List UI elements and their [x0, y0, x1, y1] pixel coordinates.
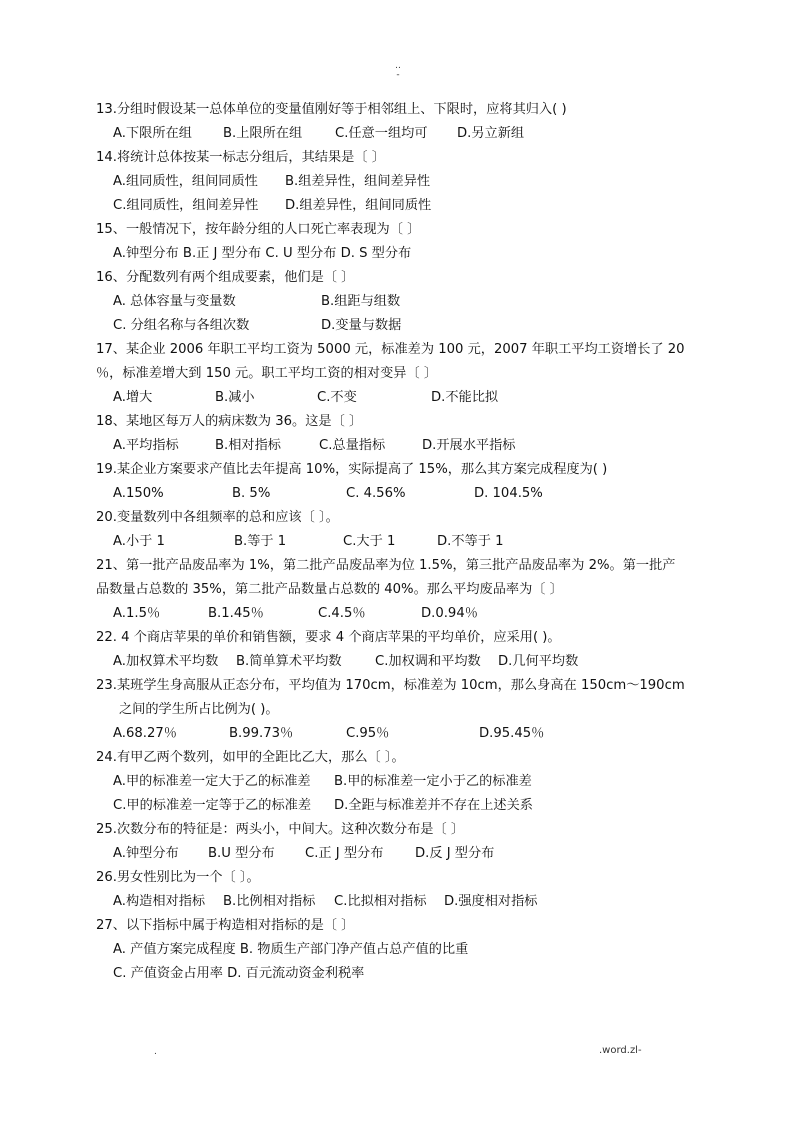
option-b: B.组差异性，组间差异性 [285, 174, 431, 189]
header-mark-top: .. [395, 61, 401, 71]
option-a: A.增大 [113, 390, 153, 405]
option-b: B.组距与组数 [321, 294, 401, 309]
question-22-stem: 22. 4 个商店苹果的单价和销售额，要求 4 个商店苹果的平均单价，应采用( )。 [96, 630, 561, 645]
option-d: D.变量与数据 [321, 318, 402, 333]
option-a: A.下限所在组 [113, 126, 192, 141]
question-18-options [0, 434, 794, 458]
question-24-options-row2 [0, 794, 794, 818]
option-a: A.组同质性，组间同质性 [113, 174, 258, 189]
option-d: D. 104.5% [474, 486, 543, 501]
question-26-stem: 26.男女性别比为一个〔 〕。 [96, 870, 260, 885]
question-19-stem: 19.某企业方案要求产值比去年提高 10%，实际提高了 15%，那么其方案完成程度为( ) [96, 462, 608, 477]
option-c: C.大于 1 [343, 534, 396, 549]
option-d: D.另立新组 [457, 126, 525, 141]
header-mark [390, 62, 406, 80]
option-b: B.减小 [215, 390, 255, 405]
option-c: C.95％ [346, 726, 390, 741]
question-27-options-row1: A. 产值方案完成程度 B. 物质生产部门净产值占总产值的比重 [113, 942, 469, 957]
option-d: D.0.94％ [421, 606, 478, 621]
question-14-options-row1 [0, 170, 794, 194]
option-c: C. 分组名称与各组次数 [113, 318, 250, 333]
option-a: A.1.5％ [113, 606, 161, 621]
question-25-options [0, 842, 794, 866]
question-23-options [0, 722, 794, 746]
question-13-stem: 13.分组时假设某一总体单位的变量值刚好等于相邻组上、下限时，应将其归入( ) [96, 102, 567, 117]
option-a: A.构造相对指标 [113, 894, 206, 909]
option-c: C.总量指标 [319, 438, 386, 453]
option-d: D.组差异性，组间同质性 [285, 198, 432, 213]
option-c: C.组同质性，组间差异性 [113, 198, 259, 213]
option-c: C.不变 [317, 390, 357, 405]
option-d: D.不等于 1 [437, 534, 504, 549]
option-a: A.平均指标 [113, 438, 179, 453]
question-19-options [0, 482, 794, 506]
option-a: A. 总体容量与变量数 [113, 294, 236, 309]
question-27-options-row2: C. 产值资金占用率 D. 百元流动资金利税率 [113, 966, 365, 981]
option-a: A.钟型分布 [113, 846, 179, 861]
option-b: B.简单算术平均数 [236, 654, 342, 669]
question-16-stem: 16、分配数列有两个组成要素，他们是〔 〕 [96, 270, 355, 285]
question-21-stem-cont: 品数量占总数的 35%，第二批产品数量占总数的 40%。那么平均废品率为〔 〕 [96, 582, 563, 597]
question-24-options-row1 [0, 770, 794, 794]
question-13-options [0, 122, 794, 146]
question-15-options: A.钟型分布 B.正 J 型分布 C. U 型分布 D. S 型分布 [113, 246, 412, 261]
question-23-stem-cont: 之间的学生所占比例为( )。 [119, 702, 279, 717]
option-c: C.任意一组均可 [335, 126, 428, 141]
question-16-options-row2 [0, 314, 794, 338]
option-a: A.甲的标准差一定大于乙的标准差 [113, 774, 311, 789]
option-c: C.甲的标准差一定等于乙的标准差 [113, 798, 312, 813]
option-a: A.150% [113, 486, 164, 501]
option-d: D.强度相对指标 [444, 894, 538, 909]
option-c: C.正 J 型分布 [305, 846, 384, 861]
option-d: D.几何平均数 [498, 654, 579, 669]
question-17-options [0, 386, 794, 410]
question-17-stem-cont: ％，标准差增大到 150 元。职工平均工资的相对变异〔 〕 [96, 366, 438, 381]
footer-left-mark: . [154, 1047, 157, 1057]
option-d: D.反 J 型分布 [415, 846, 495, 861]
option-d: D.95.45％ [479, 726, 545, 741]
question-20-options [0, 530, 794, 554]
option-b: B.相对指标 [215, 438, 281, 453]
question-25-stem: 25.次数分布的特征是：两头小，中间大。这种次数分布是〔 〕 [96, 822, 465, 837]
option-b: B.1.45％ [208, 606, 264, 621]
question-26-options [0, 890, 794, 914]
option-d: D.开展水平指标 [422, 438, 516, 453]
option-b: B.上限所在组 [223, 126, 303, 141]
option-b: B.U 型分布 [208, 846, 275, 861]
question-23-stem: 23.某班学生身高服从正态分布，平均值为 170cm，标准差为 10cm，那么身高在 150cm～190cm [96, 678, 685, 693]
question-17-stem: 17、某企业 2006 年职工平均工资为 5000 元，标准差为 100 元，2007 年职工平均工资增长了 20 [96, 342, 685, 357]
question-16-options-row1 [0, 290, 794, 314]
question-20-stem: 20.变量数列中各组频率的总和应该〔 〕。 [96, 510, 339, 525]
question-21-stem: 21、第一批产品废品率为 1%，第二批产品废品率为位 1.5%，第三批产品废品率为 2%。第一批产 [96, 558, 676, 573]
question-21-options [0, 602, 794, 626]
option-c: C.4.5％ [318, 606, 366, 621]
option-b: B. 5% [232, 486, 271, 501]
question-14-options-row2 [0, 194, 794, 218]
option-a: A.加权算术平均数 [113, 654, 219, 669]
option-c: C.加权调和平均数 [375, 654, 481, 669]
option-b: B.等于 1 [234, 534, 287, 549]
option-d: D.全距与标准差并不存在上述关系 [334, 798, 533, 813]
option-b: B.甲的标准差一定小于乙的标准差 [334, 774, 532, 789]
option-b: B.比例相对指标 [223, 894, 316, 909]
option-c: C. 4.56% [346, 486, 406, 501]
footer-right-mark: .word.zl- [599, 1045, 642, 1056]
option-a: A.68.27％ [113, 726, 177, 741]
header-mark-bottom: - [396, 70, 400, 80]
question-22-options [0, 650, 794, 674]
option-a: A.小于 1 [113, 534, 165, 549]
question-list [0, 98, 794, 986]
option-c: C.比拟相对指标 [334, 894, 427, 909]
option-b: B.99.73％ [229, 726, 294, 741]
option-d: D.不能比拟 [431, 390, 499, 405]
question-24-stem: 24.有甲乙两个数列，如甲的全距比乙大，那么〔 〕。 [96, 750, 405, 765]
question-27-stem: 27、以下指标中属于构造相对指标的是〔 〕 [96, 918, 355, 933]
question-15-stem: 15、一般情况下，按年龄分组的人口死亡率表现为〔 〕 [96, 222, 421, 237]
question-18-stem: 18、某地区每万人的病床数为 36。这是〔 〕 [96, 414, 363, 429]
question-14-stem: 14.将统计总体按某一标志分组后，其结果是〔 〕 [96, 150, 385, 165]
